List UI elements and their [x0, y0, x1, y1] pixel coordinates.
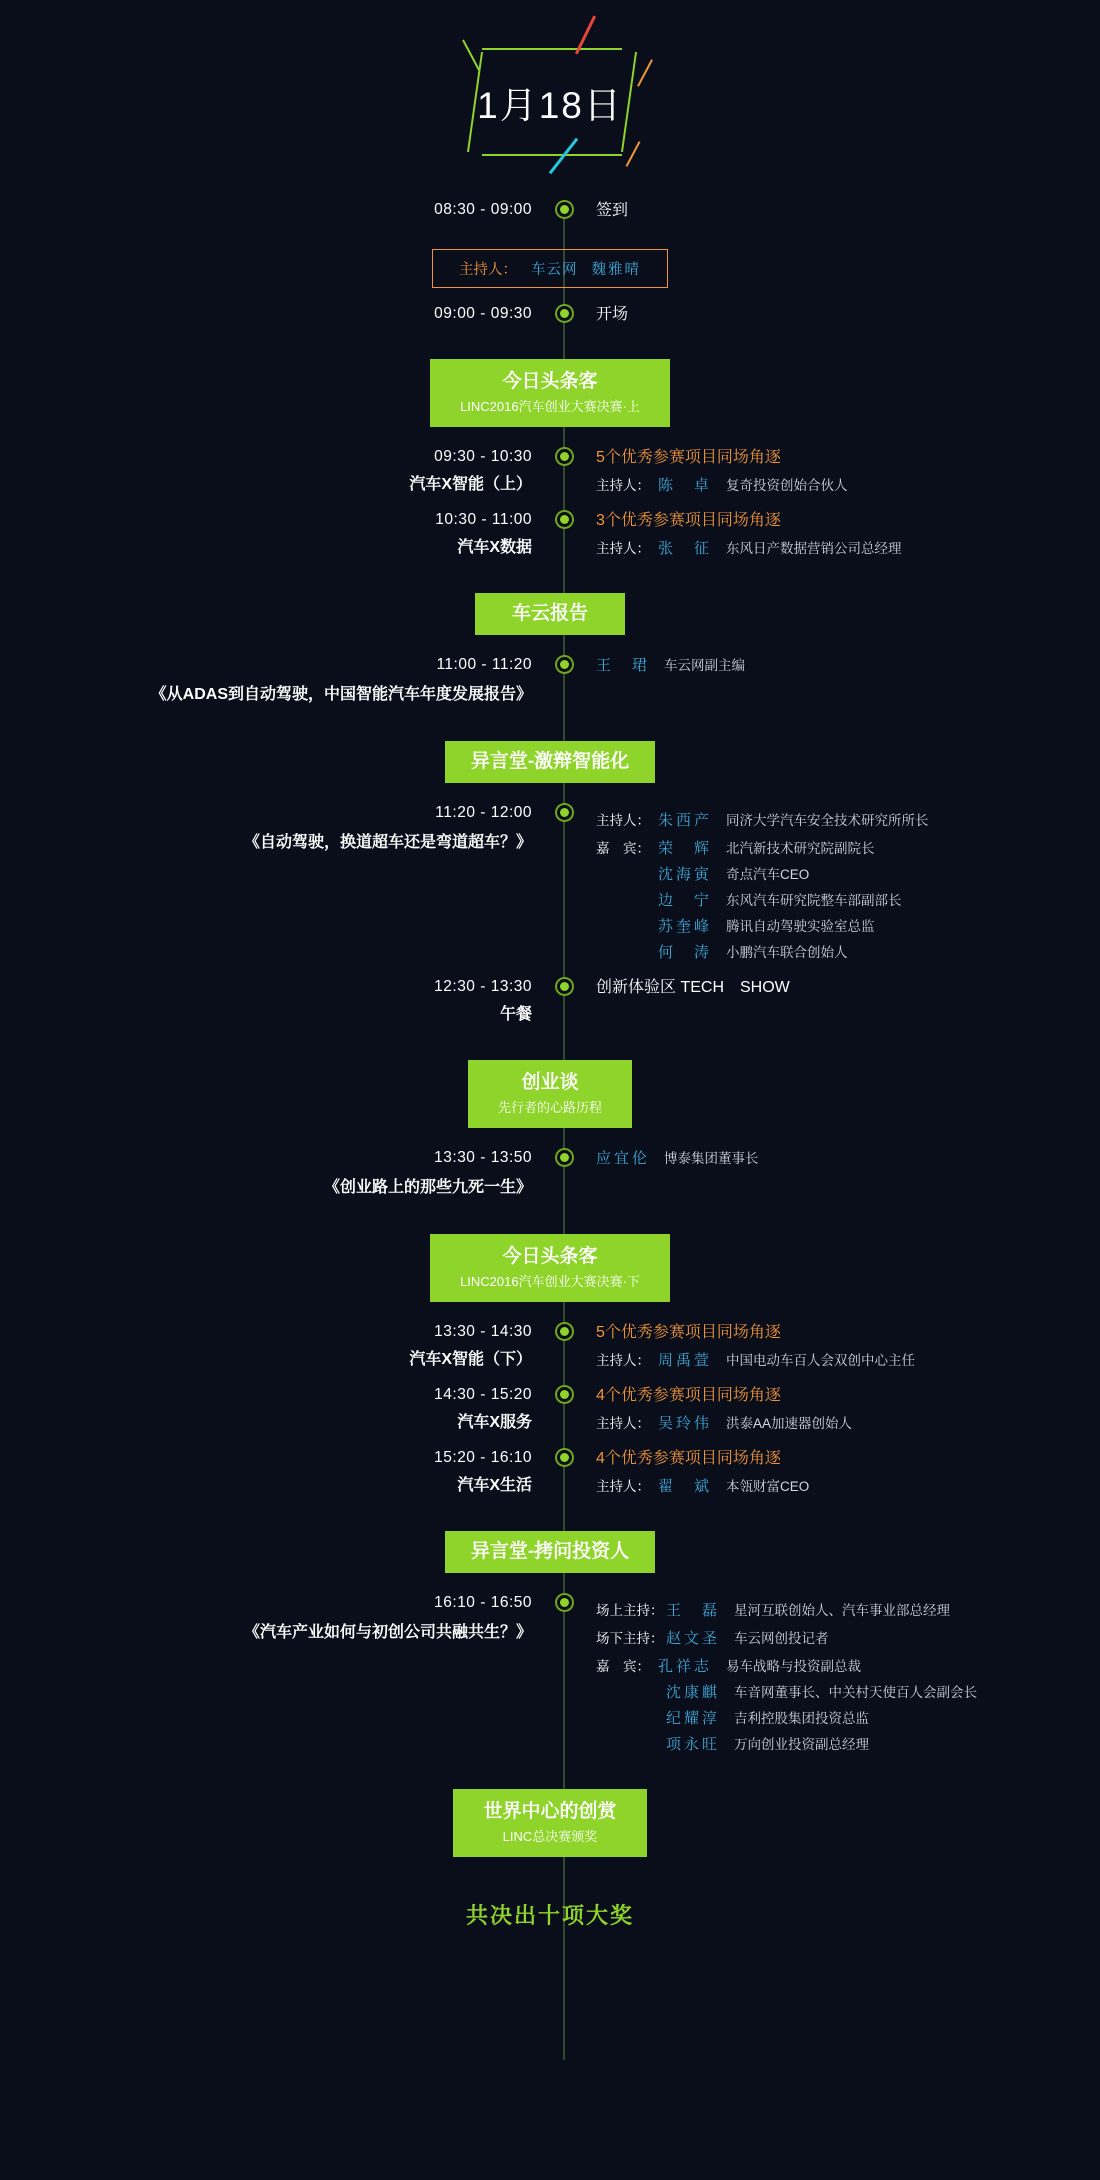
speaker-role: 易车战略与投资副总裁 — [726, 1659, 862, 1674]
agenda-time: 09:00 - 09:30 — [434, 305, 532, 322]
agenda-speaker-line — [596, 1148, 1100, 1169]
spacer — [0, 1434, 1100, 1448]
agenda-right-title: 5个优秀参赛项目同场角逐 — [596, 449, 781, 466]
spacer — [0, 1371, 1100, 1385]
speaker-name: 王 珺 — [596, 657, 651, 674]
decoration-orange-stroke-1 — [637, 59, 653, 86]
header — [0, 0, 1100, 200]
timeline-dot — [557, 1150, 572, 1165]
spacer — [0, 1755, 1100, 1769]
speaker-role: 东风汽车研究院整车部副部长 — [726, 893, 902, 908]
spacer — [0, 707, 1100, 721]
spacer — [0, 496, 1100, 510]
meta-role-label: 嘉 宾： — [596, 1659, 650, 1674]
agenda-time: 11:00 - 11:20 — [436, 656, 532, 673]
agenda-meta-line — [596, 475, 1100, 496]
agenda-right-title: 开场 — [596, 306, 629, 323]
spacer — [0, 1769, 1100, 1789]
speaker-name: 赵文圣 — [666, 1630, 721, 1647]
speaker-role: 小鹏汽车联合创始人 — [726, 945, 848, 960]
speaker-role: 博泰集团董事长 — [664, 1151, 759, 1166]
timeline-node — [556, 655, 572, 672]
agenda-row-right — [572, 447, 1100, 496]
meta-role-label: 场下主持： — [596, 1631, 664, 1646]
section-banner-title: 世界中心的创赏 — [483, 1801, 617, 1822]
agenda-row-right — [572, 1148, 1100, 1169]
agenda-row — [0, 1385, 1100, 1434]
speaker-name: 应宜伦 — [596, 1150, 651, 1167]
spacer — [0, 1511, 1100, 1531]
speaker-role: 车音网董事长、中关村天使百人会副会长 — [734, 1685, 978, 1700]
agenda-row — [0, 1148, 1100, 1200]
agenda-right-title: 创新体验区 TECH SHOW — [596, 979, 790, 996]
speaker-role: 复奇投资创始合伙人 — [726, 478, 848, 493]
section-banner — [453, 1789, 646, 1857]
spacer — [0, 963, 1100, 977]
agenda-meta-line — [596, 1476, 1100, 1497]
section-banner-title: 今日头条客 — [502, 1246, 598, 1267]
section-banner-row — [0, 1531, 1100, 1573]
section-banner-title: 创业谈 — [521, 1072, 579, 1093]
section-banner-title: 异言堂-拷问投资人 — [470, 1541, 630, 1562]
spacer — [0, 573, 1100, 593]
section-banner — [468, 1060, 632, 1128]
agenda-row-right — [572, 655, 1100, 676]
speaker-name: 朱西产 — [658, 812, 713, 829]
agenda-guest-line — [658, 942, 1100, 963]
agenda-row-left — [0, 200, 556, 220]
speaker-name: 陈 卓 — [658, 477, 713, 494]
agenda-subject: 汽车X智能（下） — [409, 1351, 532, 1368]
speaker-name: 周禹萱 — [658, 1352, 713, 1369]
agenda-meta-line — [596, 1413, 1100, 1434]
timeline-node — [556, 1593, 572, 1610]
timeline-node — [556, 977, 572, 994]
section-banner — [430, 1234, 670, 1302]
spacer — [0, 559, 1100, 573]
spacer — [0, 1573, 1100, 1593]
agenda-row-left — [0, 1593, 556, 1645]
agenda-row — [0, 304, 1100, 325]
host-box-label: 主持人： — [459, 262, 517, 278]
section-banner — [475, 593, 625, 635]
section-banner — [445, 1531, 655, 1573]
section-banner-subtitle: 先行者的心路历程 — [497, 1100, 602, 1115]
agenda-row-right — [572, 1593, 1100, 1755]
agenda-meta-line — [596, 1600, 1100, 1621]
agenda-time: 10:30 - 11:00 — [435, 511, 532, 528]
agenda-row — [0, 1322, 1100, 1371]
agenda-row-right — [572, 1322, 1100, 1371]
section-banner-title: 今日头条客 — [502, 371, 598, 392]
agenda-list — [0, 200, 1100, 1877]
agenda-row-right — [572, 304, 1100, 325]
speaker-role: 东风日产数据营销公司总经理 — [726, 541, 902, 556]
agenda-right-title: 4个优秀参赛项目同场角逐 — [596, 1450, 781, 1467]
timeline-node — [556, 1148, 572, 1165]
agenda-time: 08:30 - 09:00 — [434, 201, 532, 218]
agenda-meta-line — [596, 1656, 1100, 1677]
agenda-meta-line — [596, 838, 1100, 859]
speaker-role: 腾讯自动驾驶实验室总监 — [726, 919, 875, 934]
agenda-meta-line — [596, 538, 1100, 559]
section-banner-row — [0, 1060, 1100, 1128]
agenda-subject: 汽车X数据 — [457, 539, 532, 556]
section-banner-row — [0, 741, 1100, 783]
spacer — [0, 1497, 1100, 1511]
footer-award-text: 共决出十项大奖 — [465, 1903, 634, 1928]
agenda-row-right — [572, 200, 1100, 221]
section-banner-title: 车云报告 — [511, 603, 588, 624]
agenda-row-right — [572, 1448, 1100, 1497]
agenda-row-left — [0, 977, 556, 1026]
agenda-time: 14:30 - 15:20 — [434, 1386, 532, 1403]
speaker-role: 同济大学汽车安全技术研究所所长 — [726, 813, 929, 828]
agenda-speaker-line — [596, 655, 1100, 676]
agenda-time: 12:30 - 13:30 — [434, 978, 532, 995]
spacer — [0, 1857, 1100, 1877]
speaker-role: 洪泰AA加速器创始人 — [726, 1416, 853, 1431]
agenda-time: 15:20 - 16:10 — [434, 1449, 532, 1466]
timeline-node — [556, 200, 572, 217]
agenda-row — [0, 1448, 1100, 1497]
speaker-role: 奇点汽车CEO — [726, 867, 810, 882]
agenda-guest-line — [666, 1682, 1100, 1703]
section-banner-title: 异言堂-激辩智能化 — [470, 751, 630, 772]
agenda-time: 11:20 - 12:00 — [435, 804, 532, 821]
speaker-name: 沈海寅 — [658, 866, 713, 883]
speaker-name: 孔祥志 — [658, 1658, 713, 1675]
section-banner-subtitle: LINC2016汽车创业大赛决赛·上 — [460, 399, 640, 414]
agenda-talk-title: 《汽车产业如何与初创公司共融共生？》 — [243, 1624, 532, 1641]
speaker-name: 何 涛 — [658, 944, 713, 961]
speaker-role: 中国电动车百人会双创中心主任 — [726, 1353, 916, 1368]
agenda-guest-line — [666, 1708, 1100, 1729]
timeline-node — [556, 510, 572, 527]
meta-role-label: 场上主持： — [596, 1603, 664, 1618]
agenda-guest-line — [658, 890, 1100, 911]
section-banner — [430, 359, 670, 427]
date-badge — [466, 48, 634, 156]
speaker-role: 车云网创投记者 — [734, 1631, 829, 1646]
agenda-row-left — [0, 803, 556, 855]
agenda-right-title: 5个优秀参赛项目同场角逐 — [596, 1324, 781, 1341]
speaker-name: 边 宁 — [658, 892, 713, 909]
spacer — [0, 1214, 1100, 1234]
timeline-dot — [557, 805, 572, 820]
timeline-dot — [557, 512, 572, 527]
agenda-talk-title: 《从ADAS到自动驾驶，中国智能汽车年度发展报告》 — [150, 686, 532, 703]
section-banner-row — [0, 593, 1100, 635]
agenda-right-title: 签到 — [596, 202, 629, 219]
host-box — [432, 249, 668, 288]
section-banner — [445, 741, 655, 783]
spacer — [0, 325, 1100, 339]
timeline-dot — [557, 449, 572, 464]
agenda-row — [0, 200, 1100, 221]
speaker-name: 荣 辉 — [658, 840, 713, 857]
agenda-row-left — [0, 510, 556, 559]
spacer — [0, 1302, 1100, 1322]
timeline-dot — [557, 1450, 572, 1465]
agenda-row-left — [0, 1385, 556, 1434]
timeline-node — [556, 1448, 572, 1465]
speaker-name: 王 磊 — [666, 1602, 721, 1619]
badge-line-top — [482, 48, 622, 50]
section-banner-row — [0, 1234, 1100, 1302]
section-banner-subtitle: LINC总决赛颁奖 — [502, 1829, 598, 1844]
speaker-name: 纪耀淳 — [666, 1710, 721, 1727]
agenda-meta-line — [596, 1350, 1100, 1371]
speaker-name: 苏奎峰 — [658, 918, 713, 935]
agenda-time: 13:30 - 13:50 — [434, 1149, 532, 1166]
speaker-role: 吉利控股集团投资总监 — [734, 1711, 870, 1726]
agenda-row-left — [0, 304, 556, 324]
agenda-row-left — [0, 655, 556, 707]
agenda-guest-line — [658, 864, 1100, 885]
speaker-role: 万向创业投资副总经理 — [734, 1737, 870, 1752]
section-banner-row — [0, 1789, 1100, 1857]
agenda-row — [0, 510, 1100, 559]
agenda-guest-line — [666, 1734, 1100, 1755]
agenda-subject: 汽车X智能（上） — [409, 476, 532, 493]
timeline-dot — [557, 202, 572, 217]
agenda-talk-title: 《自动驾驶，换道超车还是弯道超车？》 — [243, 834, 532, 851]
spacer — [0, 1040, 1100, 1060]
timeline-dot — [557, 979, 572, 994]
speaker-role: 本瓴财富CEO — [726, 1479, 810, 1494]
agenda-row-right — [572, 803, 1100, 963]
spacer — [0, 1200, 1100, 1214]
agenda-right-title: 3个优秀参赛项目同场角逐 — [596, 512, 781, 529]
agenda-row-right — [572, 510, 1100, 559]
agenda-row-right — [572, 977, 1100, 998]
timeline-node — [556, 1322, 572, 1339]
badge-line-right — [621, 52, 637, 152]
spacer — [0, 721, 1100, 741]
agenda-row — [0, 655, 1100, 707]
spacer — [0, 1128, 1100, 1148]
event-date: 1月18日 — [477, 85, 623, 126]
spacer — [0, 221, 1100, 235]
agenda-time: 13:30 - 14:30 — [434, 1323, 532, 1340]
agenda-row — [0, 447, 1100, 496]
agenda-row-left — [0, 1322, 556, 1371]
agenda-row — [0, 1593, 1100, 1755]
agenda-time: 09:30 - 10:30 — [434, 448, 532, 465]
timeline-dot — [557, 1595, 572, 1610]
speaker-name: 翟 斌 — [658, 1478, 713, 1495]
timeline-dot — [557, 1387, 572, 1402]
agenda-subject: 午餐 — [499, 1006, 532, 1023]
agenda-time: 16:10 - 16:50 — [434, 1594, 532, 1611]
timeline-node — [556, 304, 572, 321]
meta-role-label: 主持人： — [596, 813, 650, 828]
spacer — [0, 635, 1100, 655]
agenda-row — [0, 803, 1100, 963]
agenda-row — [0, 977, 1100, 1026]
meta-role-label: 主持人： — [596, 541, 650, 556]
agenda-subject: 汽车X生活 — [457, 1477, 532, 1494]
agenda-meta-line — [596, 810, 1100, 831]
agenda-talk-title: 《创业路上的那些九死一生》 — [323, 1179, 532, 1196]
timeline-dot — [557, 1324, 572, 1339]
spacer — [0, 235, 1100, 249]
meta-role-label: 嘉 宾： — [596, 841, 650, 856]
agenda-guest-line — [658, 916, 1100, 937]
spacer — [0, 1026, 1100, 1040]
timeline-dot — [557, 657, 572, 672]
spacer — [0, 288, 1100, 304]
agenda-subject: 汽车X服务 — [457, 1414, 532, 1431]
agenda-row-left — [0, 1448, 556, 1497]
spacer — [0, 339, 1100, 359]
section-banner-row — [0, 359, 1100, 427]
speaker-role: 北汽新技术研究院副院长 — [726, 841, 875, 856]
agenda-row-right — [572, 1385, 1100, 1434]
spacer — [0, 783, 1100, 803]
agenda-meta-line — [596, 1628, 1100, 1649]
timeline-node — [556, 803, 572, 820]
speaker-name: 项永旺 — [666, 1736, 721, 1753]
speaker-name: 沈康麒 — [666, 1684, 721, 1701]
agenda-row-left — [0, 447, 556, 496]
meta-role-label: 主持人： — [596, 478, 650, 493]
meta-role-label: 主持人： — [596, 1416, 650, 1431]
speaker-role: 车云网副主编 — [664, 658, 746, 673]
meta-role-label: 主持人： — [596, 1353, 650, 1368]
speaker-role: 星河互联创始人、汽车事业部总经理 — [734, 1603, 951, 1618]
timeline-node — [556, 1385, 572, 1402]
section-banner-subtitle: LINC2016汽车创业大赛决赛·下 — [460, 1274, 640, 1289]
speaker-name: 张 征 — [658, 540, 713, 557]
timeline-dot — [557, 306, 572, 321]
spacer — [0, 427, 1100, 447]
meta-role-label: 主持人： — [596, 1479, 650, 1494]
agenda-right-title: 4个优秀参赛项目同场角逐 — [596, 1387, 781, 1404]
host-box-row — [0, 249, 1100, 288]
speaker-name: 吴玲伟 — [658, 1415, 713, 1432]
host-box-organization: 车云网 — [531, 262, 578, 278]
timeline-node — [556, 447, 572, 464]
badge-line-bottom — [482, 154, 622, 156]
host-box-person: 魏雅晴 — [591, 262, 641, 278]
agenda-row-left — [0, 1148, 556, 1200]
